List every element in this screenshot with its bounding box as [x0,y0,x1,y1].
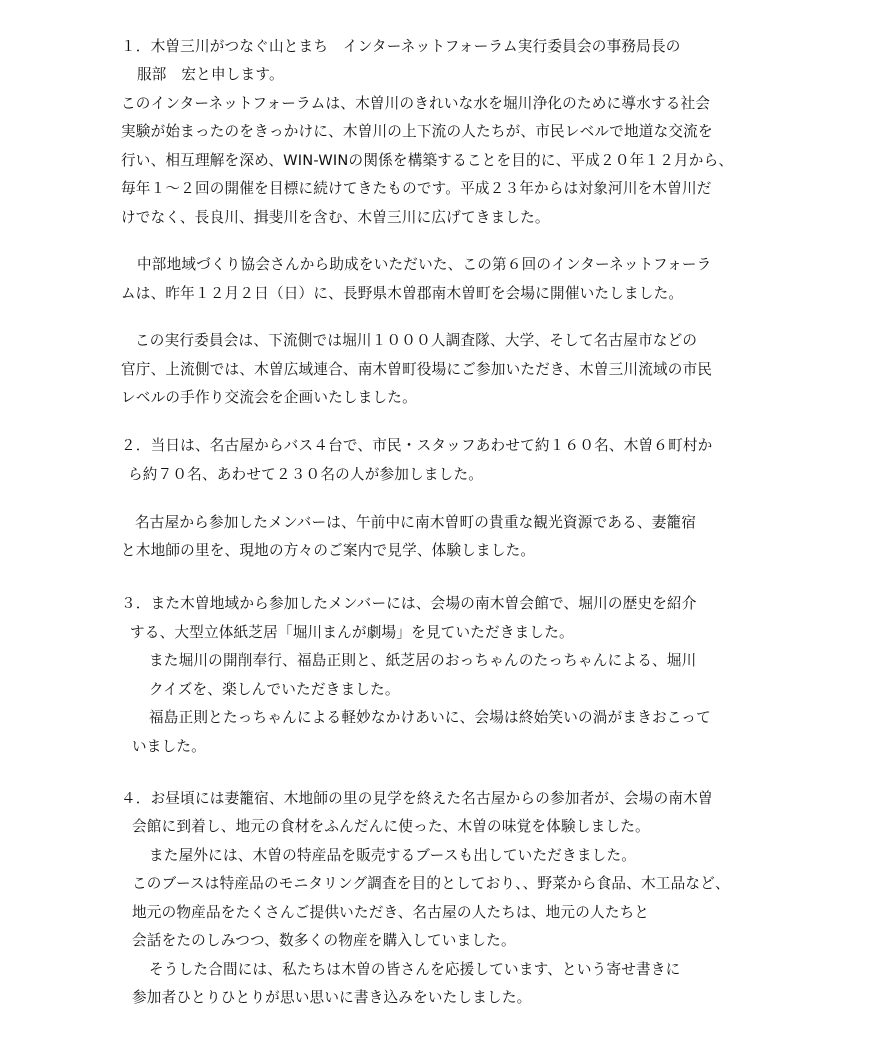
text-line: ら約７０名、あわせて２３０名の人が参加しました。 [128,466,484,483]
text-line: 地元の物産品をたくさんご提供いただき、名古屋の人たちは、地元の人たちと [132,904,650,921]
text-line: レベルの手作り交流会を企画いたしました。 [121,389,417,406]
text-line: 会館に到着し、地元の食材をふんだんに使った、木曽の味覚を体験しました。 [132,818,650,835]
text-line: このインターネットフォーラムは、木曽川のきれいな水を堀川浄化のために導水する社会 [121,95,711,112]
text-line: そうした合間には、私たちは木曽の皆さんを応援しています、という寄せ書きに [149,961,681,978]
text-line: また堀川の開削奉行、福島正則と、紙芝居のおっちゃんのたっちゃんによる、堀川 [149,652,697,669]
text-line: する、大型立体紙芝居「堀川まんが劇場」を見ていただきました。 [130,624,574,641]
text-line: 中部地域づくり協会さんから助成をいただいた、この第６回のインターネットフォーラ [137,256,712,273]
text-line: 実験が始まったのをきっかけに、木曽川の上下流の人たちが、市民レベルで地道な交流を [121,123,713,140]
text-line: ３．また木曽地域から参加したメンバーには、会場の南木曽会館で、堀川の歴史を紹介 [121,595,697,612]
text-line: 行い、相互理解を深め、WIN-WINの関係を構築することを目的に、平成２０年１２月から、 [121,152,734,169]
text-line: 会話をたのしみつつ、数多くの物産を購入していました。 [132,932,516,949]
text-line: 毎年１～２回の開催を目標に続けてきたものです。平成２３年からは対象河川を木曽川だ [121,180,712,197]
text-line: けでなく、長良川、揖斐川を含む、木曽三川に広げてきました。 [121,209,550,226]
text-line: ムは、昨年１２月２日（日）に、長野県木曽郡南木曽町を会場に開催いたしました。 [121,285,684,302]
text-line: １．木曽三川がつなぐ山とまち インターネットフォーラム実行委員会の事務局長の [121,38,681,55]
text-line: いました。 [132,738,206,755]
text-line: ２．当日は、名古屋からバス４台で、市民・スタッフあわせて約１６０名、木曽６町村か [121,437,713,454]
text-line: また屋外には、木曽の特産品を販売するブースも出していただきました。 [149,847,637,864]
text-line: ４．お昼頃には妻籠宿、木地師の里の見学を終えた名古屋からの参加者が、会場の南木曽 [121,790,713,807]
text-line: 参加者ひとりひとりが思い思いに書き込みをいたしました。 [132,989,532,1006]
text-line: 福島正則とたっちゃんによる軽妙なかけあいに、会場は終始笑いの渦がまきおこって [149,709,711,726]
text-line: この実行委員会は、下流側では堀川１０００人調査隊、大学、そして名古屋市などの [135,332,698,349]
text-line: 服部 宏と申します。 [137,66,284,83]
text-line: 官庁、上流側では、木曽広域連合、南木曽町役場にご参加いただき、木曽三川流域の市民 [121,361,713,378]
text-line: クイズを、楽しんでいただきました。 [149,681,400,698]
text-line: と木地師の里を、現地の方々のご案内で見学、体験しました。 [121,542,536,559]
text-line: このブースは特産品のモニタリング調査を目的としており、、野菜から食品、木工品など、 [132,875,730,892]
text-line: 名古屋から参加したメンバーは、午前中に南木曽町の貴重な観光資源である、妻籠宿 [135,514,697,531]
